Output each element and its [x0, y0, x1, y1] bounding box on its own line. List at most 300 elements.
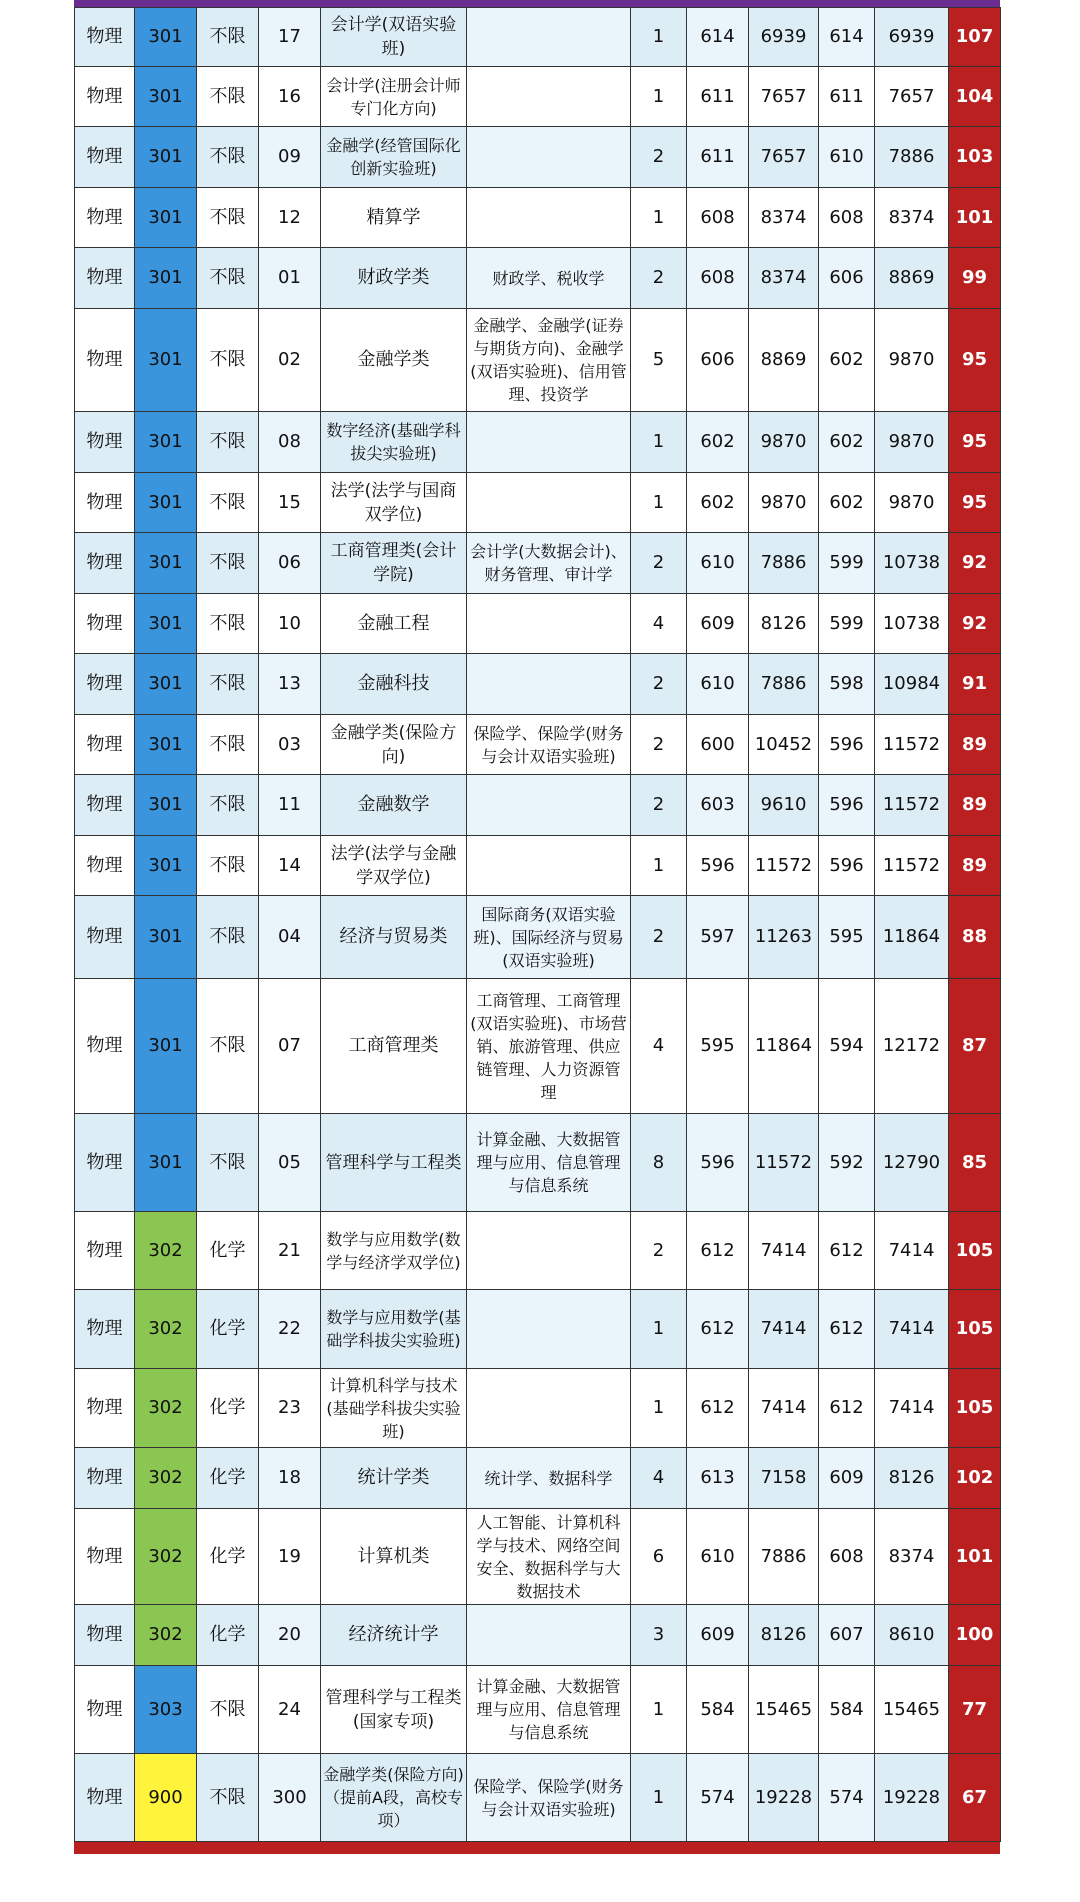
- rank-cell: 7657: [875, 67, 949, 127]
- major-code-cell: 02: [259, 309, 321, 412]
- major-name-cell: 经济统计学: [321, 1605, 467, 1666]
- subject-cell: 物理: [75, 1666, 135, 1754]
- table-row: [75, 775, 1001, 836]
- plan-count-cell: 1: [631, 1290, 687, 1369]
- group-code-cell: 302: [135, 1448, 197, 1509]
- group-code-cell: 302: [135, 1605, 197, 1666]
- group-code-cell: 301: [135, 775, 197, 836]
- plan-count-cell: 4: [631, 1448, 687, 1509]
- plan-count-cell: 6: [631, 1509, 687, 1605]
- min-score-cell: 597: [687, 896, 749, 979]
- score-cell: 592: [819, 1114, 875, 1212]
- major-name-cell: 管理科学与工程类(国家专项): [321, 1666, 467, 1754]
- min-score-cell: 613: [687, 1448, 749, 1509]
- rank-cell: 15465: [875, 1666, 949, 1754]
- rank-cell: 6939: [875, 8, 949, 67]
- min-score-cell: 611: [687, 127, 749, 188]
- requirement-cell: 不限: [197, 248, 259, 309]
- score-cell: 607: [819, 1605, 875, 1666]
- requirement-cell: 不限: [197, 127, 259, 188]
- index-cell: 105: [949, 1369, 1001, 1448]
- major-name-cell: 金融学(经管国际化创新实验班): [321, 127, 467, 188]
- score-cell: 599: [819, 533, 875, 594]
- min-rank-cell: 11572: [749, 1114, 819, 1212]
- index-cell: 85: [949, 1114, 1001, 1212]
- major-name-cell: 金融工程: [321, 594, 467, 654]
- major-name-cell: 会计学(注册会计师专门化方向): [321, 67, 467, 127]
- min-score-cell: 609: [687, 594, 749, 654]
- included-majors-cell: [467, 412, 631, 473]
- rank-cell: 8374: [875, 1509, 949, 1605]
- included-majors-cell: [467, 127, 631, 188]
- subject-cell: 物理: [75, 67, 135, 127]
- requirement-cell: 不限: [197, 1114, 259, 1212]
- major-code-cell: 01: [259, 248, 321, 309]
- score-cell: 610: [819, 127, 875, 188]
- table-row: [75, 8, 1001, 67]
- included-majors-cell: 金融学、金融学(证券与期货方向)、金融学(双语实验班)、信用管理、投资学: [467, 309, 631, 412]
- major-name-cell: 金融学类: [321, 309, 467, 412]
- included-majors-cell: 工商管理、工商管理(双语实验班)、市场营销、旅游管理、供应链管理、人力资源管理: [467, 979, 631, 1114]
- table-row: [75, 1114, 1001, 1212]
- requirement-cell: 不限: [197, 309, 259, 412]
- major-code-cell: 03: [259, 715, 321, 775]
- index-cell: 95: [949, 473, 1001, 533]
- table-row: [75, 1212, 1001, 1290]
- score-cell: 612: [819, 1212, 875, 1290]
- subject-cell: 物理: [75, 1212, 135, 1290]
- requirement-cell: 不限: [197, 67, 259, 127]
- included-majors-cell: 计算金融、大数据管理与应用、信息管理与信息系统: [467, 1666, 631, 1754]
- min-rank-cell: 7158: [749, 1448, 819, 1509]
- rank-cell: 10738: [875, 594, 949, 654]
- major-name-cell: 金融学类(保险方向)（提前A段，高校专项）: [321, 1754, 467, 1842]
- included-majors-cell: 会计学(大数据会计)、财务管理、审计学: [467, 533, 631, 594]
- included-majors-cell: [467, 654, 631, 715]
- requirement-cell: 不限: [197, 979, 259, 1114]
- major-code-cell: 21: [259, 1212, 321, 1290]
- plan-count-cell: 2: [631, 896, 687, 979]
- requirement-cell: 化学: [197, 1509, 259, 1605]
- requirement-cell: 化学: [197, 1605, 259, 1666]
- score-cell: 599: [819, 594, 875, 654]
- plan-count-cell: 2: [631, 775, 687, 836]
- subject-cell: 物理: [75, 188, 135, 248]
- rank-cell: 11864: [875, 896, 949, 979]
- rank-cell: 9870: [875, 309, 949, 412]
- group-code-cell: 301: [135, 67, 197, 127]
- plan-count-cell: 4: [631, 979, 687, 1114]
- min-score-cell: 612: [687, 1290, 749, 1369]
- included-majors-cell: 统计学、数据科学: [467, 1448, 631, 1509]
- group-code-cell: 301: [135, 896, 197, 979]
- score-cell: 584: [819, 1666, 875, 1754]
- index-cell: 67: [949, 1754, 1001, 1842]
- score-cell: 595: [819, 896, 875, 979]
- group-code-cell: 301: [135, 836, 197, 896]
- major-code-cell: 300: [259, 1754, 321, 1842]
- rank-cell: 7414: [875, 1290, 949, 1369]
- min-rank-cell: 7886: [749, 1509, 819, 1605]
- min-rank-cell: 7414: [749, 1290, 819, 1369]
- score-cell: 602: [819, 412, 875, 473]
- score-cell: 574: [819, 1754, 875, 1842]
- group-code-cell: 301: [135, 188, 197, 248]
- table-row: [75, 1509, 1001, 1605]
- group-code-cell: 900: [135, 1754, 197, 1842]
- table-body: [75, 8, 1001, 1842]
- plan-count-cell: 2: [631, 248, 687, 309]
- score-cell: 596: [819, 775, 875, 836]
- major-code-cell: 11: [259, 775, 321, 836]
- rank-cell: 7414: [875, 1369, 949, 1448]
- major-code-cell: 15: [259, 473, 321, 533]
- group-code-cell: 302: [135, 1369, 197, 1448]
- index-cell: 101: [949, 1509, 1001, 1605]
- requirement-cell: 不限: [197, 715, 259, 775]
- index-cell: 105: [949, 1212, 1001, 1290]
- index-cell: 103: [949, 127, 1001, 188]
- major-name-cell: 法学(法学与国商双学位): [321, 473, 467, 533]
- included-majors-cell: 保险学、保险学(财务与会计双语实验班): [467, 1754, 631, 1842]
- group-code-cell: 302: [135, 1290, 197, 1369]
- group-code-cell: 301: [135, 533, 197, 594]
- score-cell: 594: [819, 979, 875, 1114]
- major-name-cell: 计算机科学与技术(基础学科拔尖实验班): [321, 1369, 467, 1448]
- min-rank-cell: 7657: [749, 127, 819, 188]
- group-code-cell: 301: [135, 1114, 197, 1212]
- index-cell: 105: [949, 1290, 1001, 1369]
- included-majors-cell: 保险学、保险学(财务与会计双语实验班): [467, 715, 631, 775]
- major-code-cell: 20: [259, 1605, 321, 1666]
- score-cell: 612: [819, 1369, 875, 1448]
- subject-cell: 物理: [75, 1509, 135, 1605]
- min-rank-cell: 11572: [749, 836, 819, 896]
- major-code-cell: 13: [259, 654, 321, 715]
- min-score-cell: 610: [687, 1509, 749, 1605]
- table-row: [75, 979, 1001, 1114]
- rank-cell: 12790: [875, 1114, 949, 1212]
- index-cell: 101: [949, 188, 1001, 248]
- major-name-cell: 工商管理类(会计学院): [321, 533, 467, 594]
- min-rank-cell: 8126: [749, 1605, 819, 1666]
- rank-cell: 9870: [875, 412, 949, 473]
- rank-cell: 8869: [875, 248, 949, 309]
- min-rank-cell: 7886: [749, 654, 819, 715]
- major-name-cell: 金融数学: [321, 775, 467, 836]
- subject-cell: 物理: [75, 896, 135, 979]
- major-name-cell: 管理科学与工程类: [321, 1114, 467, 1212]
- min-rank-cell: 7886: [749, 533, 819, 594]
- included-majors-cell: [467, 1290, 631, 1369]
- plan-count-cell: 8: [631, 1114, 687, 1212]
- major-name-cell: 金融学类(保险方向): [321, 715, 467, 775]
- score-cell: 612: [819, 1290, 875, 1369]
- major-code-cell: 23: [259, 1369, 321, 1448]
- major-code-cell: 16: [259, 67, 321, 127]
- table-row: [75, 1605, 1001, 1666]
- major-code-cell: 24: [259, 1666, 321, 1754]
- table-row: [75, 654, 1001, 715]
- subject-cell: 物理: [75, 1369, 135, 1448]
- min-rank-cell: 10452: [749, 715, 819, 775]
- requirement-cell: 不限: [197, 1666, 259, 1754]
- plan-count-cell: 1: [631, 1754, 687, 1842]
- major-name-cell: 法学(法学与金融学双学位): [321, 836, 467, 896]
- requirement-cell: 化学: [197, 1212, 259, 1290]
- index-cell: 89: [949, 715, 1001, 775]
- index-cell: 95: [949, 412, 1001, 473]
- group-code-cell: 303: [135, 1666, 197, 1754]
- top-border-bar: [74, 0, 1000, 7]
- min-rank-cell: 9610: [749, 775, 819, 836]
- min-rank-cell: 9870: [749, 412, 819, 473]
- group-code-cell: 301: [135, 654, 197, 715]
- rank-cell: 11572: [875, 775, 949, 836]
- rank-cell: 11572: [875, 715, 949, 775]
- index-cell: 100: [949, 1605, 1001, 1666]
- group-code-cell: 301: [135, 309, 197, 412]
- index-cell: 89: [949, 775, 1001, 836]
- subject-cell: 物理: [75, 1754, 135, 1842]
- included-majors-cell: [467, 473, 631, 533]
- min-rank-cell: 9870: [749, 473, 819, 533]
- min-score-cell: 612: [687, 1369, 749, 1448]
- included-majors-cell: 财政学、税收学: [467, 248, 631, 309]
- subject-cell: 物理: [75, 654, 135, 715]
- included-majors-cell: [467, 836, 631, 896]
- plan-count-cell: 1: [631, 8, 687, 67]
- subject-cell: 物理: [75, 473, 135, 533]
- table-row: [75, 412, 1001, 473]
- rank-cell: 10984: [875, 654, 949, 715]
- score-cell: 608: [819, 1509, 875, 1605]
- table-row: [75, 248, 1001, 309]
- major-name-cell: 数学与应用数学(数学与经济学双学位): [321, 1212, 467, 1290]
- plan-count-cell: 1: [631, 1369, 687, 1448]
- major-code-cell: 07: [259, 979, 321, 1114]
- table-row: [75, 1666, 1001, 1754]
- index-cell: 87: [949, 979, 1001, 1114]
- min-rank-cell: 7414: [749, 1369, 819, 1448]
- rank-cell: 7886: [875, 127, 949, 188]
- score-cell: 602: [819, 309, 875, 412]
- major-name-cell: 财政学类: [321, 248, 467, 309]
- table-row: [75, 1290, 1001, 1369]
- min-rank-cell: 7414: [749, 1212, 819, 1290]
- min-score-cell: 602: [687, 412, 749, 473]
- major-code-cell: 05: [259, 1114, 321, 1212]
- major-code-cell: 14: [259, 836, 321, 896]
- score-cell: 606: [819, 248, 875, 309]
- admission-score-sheet: [74, 0, 1000, 1854]
- min-score-cell: 612: [687, 1212, 749, 1290]
- min-score-cell: 603: [687, 775, 749, 836]
- requirement-cell: 不限: [197, 836, 259, 896]
- min-score-cell: 608: [687, 248, 749, 309]
- major-code-cell: 18: [259, 1448, 321, 1509]
- min-rank-cell: 8374: [749, 188, 819, 248]
- min-score-cell: 600: [687, 715, 749, 775]
- group-code-cell: 301: [135, 412, 197, 473]
- min-score-cell: 609: [687, 1605, 749, 1666]
- subject-cell: 物理: [75, 1290, 135, 1369]
- requirement-cell: 不限: [197, 896, 259, 979]
- score-cell: 614: [819, 8, 875, 67]
- plan-count-cell: 5: [631, 309, 687, 412]
- min-rank-cell: 11864: [749, 979, 819, 1114]
- subject-cell: 物理: [75, 127, 135, 188]
- table-row: [75, 1754, 1001, 1842]
- major-name-cell: 数学与应用数学(基础学科拔尖实验班): [321, 1290, 467, 1369]
- included-majors-cell: [467, 1369, 631, 1448]
- min-score-cell: 606: [687, 309, 749, 412]
- rank-cell: 7414: [875, 1212, 949, 1290]
- subject-cell: 物理: [75, 836, 135, 896]
- min-score-cell: 608: [687, 188, 749, 248]
- index-cell: 92: [949, 533, 1001, 594]
- min-rank-cell: 8126: [749, 594, 819, 654]
- score-cell: 598: [819, 654, 875, 715]
- included-majors-cell: 计算金融、大数据管理与应用、信息管理与信息系统: [467, 1114, 631, 1212]
- plan-count-cell: 2: [631, 533, 687, 594]
- group-code-cell: 301: [135, 8, 197, 67]
- major-name-cell: 经济与贸易类: [321, 896, 467, 979]
- major-name-cell: 统计学类: [321, 1448, 467, 1509]
- min-score-cell: 584: [687, 1666, 749, 1754]
- table-row: [75, 67, 1001, 127]
- table-row: [75, 188, 1001, 248]
- table-row: [75, 896, 1001, 979]
- requirement-cell: 不限: [197, 654, 259, 715]
- rank-cell: 9870: [875, 473, 949, 533]
- min-score-cell: 596: [687, 1114, 749, 1212]
- min-score-cell: 602: [687, 473, 749, 533]
- included-majors-cell: 人工智能、计算机科学与技术、网络空间安全、数据科学与大数据技术: [467, 1509, 631, 1605]
- score-cell: 608: [819, 188, 875, 248]
- rank-cell: 10738: [875, 533, 949, 594]
- requirement-cell: 不限: [197, 188, 259, 248]
- table-row: [75, 836, 1001, 896]
- major-name-cell: 精算学: [321, 188, 467, 248]
- major-name-cell: 数字经济(基础学科拔尖实验班): [321, 412, 467, 473]
- subject-cell: 物理: [75, 1114, 135, 1212]
- plan-count-cell: 1: [631, 412, 687, 473]
- plan-count-cell: 1: [631, 1666, 687, 1754]
- requirement-cell: 不限: [197, 533, 259, 594]
- table-row: [75, 533, 1001, 594]
- score-cell: 596: [819, 836, 875, 896]
- index-cell: 77: [949, 1666, 1001, 1754]
- requirement-cell: 不限: [197, 8, 259, 67]
- major-code-cell: 06: [259, 533, 321, 594]
- plan-count-cell: 1: [631, 836, 687, 896]
- min-rank-cell: 8869: [749, 309, 819, 412]
- major-name-cell: 计算机类: [321, 1509, 467, 1605]
- major-code-cell: 10: [259, 594, 321, 654]
- score-cell: 609: [819, 1448, 875, 1509]
- included-majors-cell: [467, 594, 631, 654]
- rank-cell: 8126: [875, 1448, 949, 1509]
- min-score-cell: 596: [687, 836, 749, 896]
- plan-count-cell: 1: [631, 188, 687, 248]
- plan-count-cell: 1: [631, 473, 687, 533]
- min-rank-cell: 7657: [749, 67, 819, 127]
- rank-cell: 12172: [875, 979, 949, 1114]
- included-majors-cell: [467, 8, 631, 67]
- major-name-cell: 金融科技: [321, 654, 467, 715]
- subject-cell: 物理: [75, 309, 135, 412]
- subject-cell: 物理: [75, 1448, 135, 1509]
- subject-cell: 物理: [75, 715, 135, 775]
- score-cell: 611: [819, 67, 875, 127]
- table-row: [75, 715, 1001, 775]
- min-rank-cell: 8374: [749, 248, 819, 309]
- table-row: [75, 1369, 1001, 1448]
- rank-cell: 19228: [875, 1754, 949, 1842]
- included-majors-cell: [467, 188, 631, 248]
- major-code-cell: 17: [259, 8, 321, 67]
- index-cell: 89: [949, 836, 1001, 896]
- included-majors-cell: [467, 775, 631, 836]
- plan-count-cell: 2: [631, 127, 687, 188]
- index-cell: 104: [949, 67, 1001, 127]
- group-code-cell: 301: [135, 979, 197, 1114]
- min-score-cell: 610: [687, 533, 749, 594]
- major-code-cell: 22: [259, 1290, 321, 1369]
- group-code-cell: 301: [135, 248, 197, 309]
- plan-count-cell: 1: [631, 67, 687, 127]
- plan-count-cell: 2: [631, 654, 687, 715]
- requirement-cell: 不限: [197, 473, 259, 533]
- bottom-border-bar: [74, 1842, 1000, 1854]
- requirement-cell: 化学: [197, 1290, 259, 1369]
- group-code-cell: 302: [135, 1212, 197, 1290]
- index-cell: 95: [949, 309, 1001, 412]
- major-code-cell: 19: [259, 1509, 321, 1605]
- score-cell: 602: [819, 473, 875, 533]
- subject-cell: 物理: [75, 594, 135, 654]
- index-cell: 107: [949, 8, 1001, 67]
- score-cell: 596: [819, 715, 875, 775]
- rank-cell: 11572: [875, 836, 949, 896]
- admission-score-table: [74, 7, 1001, 1842]
- requirement-cell: 不限: [197, 412, 259, 473]
- index-cell: 91: [949, 654, 1001, 715]
- major-code-cell: 08: [259, 412, 321, 473]
- subject-cell: 物理: [75, 979, 135, 1114]
- subject-cell: 物理: [75, 775, 135, 836]
- subject-cell: 物理: [75, 1605, 135, 1666]
- index-cell: 92: [949, 594, 1001, 654]
- included-majors-cell: [467, 1212, 631, 1290]
- major-code-cell: 12: [259, 188, 321, 248]
- requirement-cell: 化学: [197, 1448, 259, 1509]
- table-row: [75, 127, 1001, 188]
- requirement-cell: 化学: [197, 1369, 259, 1448]
- min-rank-cell: 19228: [749, 1754, 819, 1842]
- group-code-cell: 301: [135, 594, 197, 654]
- group-code-cell: 302: [135, 1509, 197, 1605]
- major-name-cell: 工商管理类: [321, 979, 467, 1114]
- major-name-cell: 会计学(双语实验班): [321, 8, 467, 67]
- major-code-cell: 09: [259, 127, 321, 188]
- subject-cell: 物理: [75, 8, 135, 67]
- min-score-cell: 614: [687, 8, 749, 67]
- group-code-cell: 301: [135, 127, 197, 188]
- index-cell: 99: [949, 248, 1001, 309]
- table-row: [75, 473, 1001, 533]
